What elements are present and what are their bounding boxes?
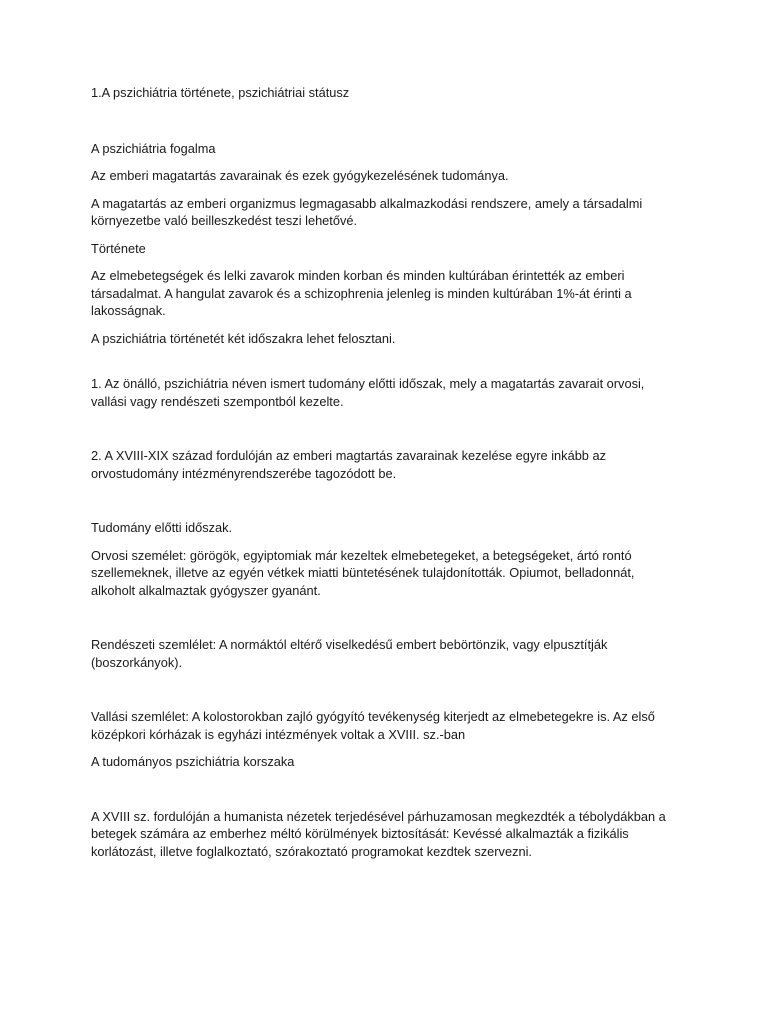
section-heading-prescientific: Tudomány előtti időszak. [91,520,233,535]
paragraph: A pszichiátria történetét két időszakra lehet felosztani. [91,330,396,346]
section-heading-history: Története [91,240,146,256]
paragraph: Az elmebetegségek és lelki zavarok minden korban és minden kultúrában érintették az emberi társadalmat. A hangulat zavarok és a schizophrenia jelenleg is minden kultúrában 1%-át érinti a lakosságnak. [91,268,632,318]
list-item: 1. Az önálló, pszichiátria néven ismert tudomány előtti időszak, mely a magatartás zavarait orvosi, vallási vagy rendészeti szempontból kezelte. [91,376,645,409]
document-page [91,84,681,860]
paragraph: Vallási szemlélet: A kolostorokban zajló gyógyító tevékenység kiterjedt az elmebetegekre is. Az első középkori kórházak is egyházi intézmények voltak a XVIII. sz.-ban [91,709,655,742]
section-heading-scientific: A tudományos pszichiátria korszaka [91,754,295,769]
document-title: 1.A pszichiátria története, pszichiátriai státusz [91,85,350,100]
paragraph: Rendészeti szemlélet: A normáktól eltérő viselkedésű embert bebörtönzik, vagy elpusztítják (boszorkányok). [91,637,608,670]
list-item: 2. A XVIII-XIX század fordulóján az emberi magtartás zavarainak kezelése egyre inkább az orvostudomány intézményrendszerébe tagozódott be. [91,448,606,481]
paragraph: Orvosi személet: görögök, egyiptomiak már kezeltek elmebetegeket, a betegségeket, ártó rontó szellemeknek, illetve az egyén vétkek miatti büntetésének tulajdonították. Opiumot, belladonnát, alkoholt alkalmaztak gyógyszer gyanánt. [91,547,635,598]
paragraph: Az emberi magatartás zavarainak és ezek gyógykezelésének tudománya. [91,168,509,183]
paragraph: A XVIII sz. fordulóján a humanista nézetek terjedésével párhuzamosan megkezdték a tébolydákban a betegek számára az emberhez méltó körülmények biztosítását: Kevéssé alkalmazták a fizikális korlátozást, illetve foglalkoztató, szórakoztató programokat kezdtek szervezni. [91,808,666,859]
paragraph: A magatartás az emberi organizmus legmagasabb alkalmazkodási rendszere, amely a társadalmi környezetbe való beilleszkedést teszi lehetővé. [91,195,643,228]
section-heading-concept: A pszichiátria fogalma [91,140,216,156]
